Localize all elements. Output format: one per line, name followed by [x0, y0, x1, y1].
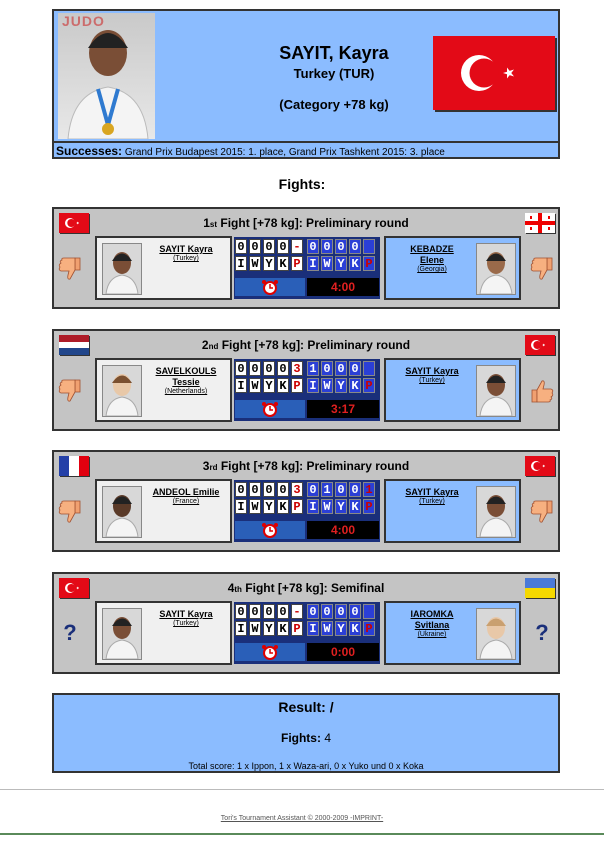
- blue-score-digit: 0: [349, 482, 361, 497]
- score-label: K: [277, 621, 289, 636]
- result-total-score: Total score: 1 x Ippon, 1 x Waza-ari, 0 x Yuko und 0 x Koka: [188, 761, 424, 771]
- score-label: P: [291, 256, 303, 271]
- white-score-digit: -: [291, 604, 303, 619]
- fighter-country: (Georgia): [417, 266, 447, 273]
- successes-line: [54, 141, 558, 157]
- flag-france-icon: [59, 456, 89, 476]
- blue-score-digit: 0: [321, 604, 333, 619]
- score-label: Y: [335, 499, 347, 514]
- athlete-country: Turkey (TUR): [293, 66, 375, 81]
- fighter-country: (Turkey): [419, 377, 445, 384]
- white-score-digit: 0: [277, 361, 289, 376]
- score-label: I: [307, 499, 319, 514]
- blue-score-digit: 0: [335, 361, 347, 376]
- blue-score-digit: 0: [321, 361, 333, 376]
- white-fighter-card[interactable]: [95, 601, 232, 665]
- flag-georgia-icon: [525, 213, 555, 233]
- score-label: I: [235, 378, 247, 393]
- flag-netherlands-icon: [59, 335, 89, 355]
- score-label: K: [349, 621, 361, 636]
- white-score-digit: -: [291, 239, 303, 254]
- blue-fighter-card[interactable]: [384, 358, 521, 422]
- score-label: I: [235, 256, 247, 271]
- footer-divider: [0, 789, 604, 790]
- footer: [0, 815, 604, 822]
- score-label: W: [321, 378, 333, 393]
- score-label: Y: [263, 256, 275, 271]
- white-score-digit: 3: [291, 482, 303, 497]
- score-label: W: [249, 378, 261, 393]
- white-score-digit: 0: [249, 604, 261, 619]
- white-score-digit: 0: [235, 604, 247, 619]
- flag-turkey-icon: [59, 213, 89, 233]
- fight-time: 4:00: [307, 521, 379, 539]
- fight-time: 3:17: [307, 400, 379, 418]
- blue-score-digit: 0: [349, 361, 361, 376]
- successes-label: Successes:: [56, 144, 123, 158]
- fighter-photo: [102, 243, 142, 295]
- score-label: K: [277, 499, 289, 514]
- fighter-name[interactable]: KEBADZE: [410, 244, 454, 254]
- score-label: K: [277, 256, 289, 271]
- fight-number: 3: [202, 459, 210, 473]
- fight-title: [54, 459, 558, 473]
- blue-score-digit: [363, 361, 375, 376]
- fighter-photo: [476, 243, 516, 295]
- fighter-photo: [102, 365, 142, 417]
- white-score-digit: 0: [249, 361, 261, 376]
- score-label: Y: [263, 378, 275, 393]
- fighter-name[interactable]: SAYIT Kayra: [405, 366, 459, 376]
- white-score-digit: 0: [235, 361, 247, 376]
- alarm-clock-icon: [235, 400, 305, 418]
- score-label: K: [277, 378, 289, 393]
- score-label: Y: [263, 499, 275, 514]
- scoreboard: [234, 480, 380, 542]
- score-label: W: [321, 499, 333, 514]
- fight-title-text: Fight [+78 kg]: Preliminary round: [220, 459, 410, 473]
- result-fights-label: Fights:: [280, 731, 321, 745]
- white-score-digit: 3: [291, 361, 303, 376]
- result-title: Result: /: [278, 699, 334, 715]
- fight-number: 4: [227, 581, 235, 595]
- score-label: I: [307, 256, 319, 271]
- thumbs-down-icon: [528, 255, 556, 288]
- score-label: P: [363, 621, 375, 636]
- score-label: K: [349, 499, 361, 514]
- result-fights: [54, 731, 558, 745]
- fight-title-text: Fight [+78 kg]: Preliminary round: [221, 338, 411, 352]
- score-label: W: [249, 499, 261, 514]
- clock-bar: [235, 278, 305, 296]
- fighter-name[interactable]: SAYIT Kayra: [405, 487, 459, 497]
- thumbs-down-icon: [56, 255, 84, 288]
- blue-fighter-card[interactable]: [384, 601, 521, 665]
- fighter-photo: [476, 365, 516, 417]
- blue-score-digit: 0: [307, 604, 319, 619]
- score-label: P: [291, 499, 303, 514]
- fight-panel-3: [52, 450, 560, 552]
- blue-score-digit: [363, 604, 375, 619]
- fights-heading: Fights:: [278, 176, 326, 192]
- fight-title: [54, 216, 558, 230]
- blue-score-digit: 0: [321, 239, 333, 254]
- white-score-digit: 0: [263, 239, 275, 254]
- fighter-firstname[interactable]: Svitlana: [414, 620, 450, 630]
- flag-turkey-icon: [59, 578, 89, 598]
- fighter-name[interactable]: SAVELKOULS: [155, 366, 217, 376]
- flag-turkey-icon: [525, 456, 555, 476]
- score-label: P: [363, 378, 375, 393]
- fight-number: 2: [201, 338, 209, 352]
- score-label: Y: [335, 256, 347, 271]
- fighter-country: (Netherlands): [164, 388, 208, 395]
- fighter-name[interactable]: SAYIT Kayra: [159, 244, 213, 254]
- thumbs-down-icon: [528, 498, 556, 531]
- fighter-country: (France): [172, 498, 200, 505]
- fight-panel-1: [52, 207, 560, 309]
- result-fights-count: 4: [324, 731, 332, 745]
- blue-score-digit: 1: [307, 361, 319, 376]
- blue-fighter-card[interactable]: [384, 236, 521, 300]
- score-label: Y: [335, 378, 347, 393]
- blue-score-digit: 0: [307, 239, 319, 254]
- blue-score-digit: 1: [363, 482, 375, 497]
- score-label: W: [249, 621, 261, 636]
- blue-score-digit: 0: [335, 604, 347, 619]
- result-panel: [52, 693, 560, 773]
- blue-score-digit: [363, 239, 375, 254]
- question-icon: ?: [535, 620, 549, 645]
- flag-turkey-icon: [433, 36, 555, 110]
- blue-fighter-card[interactable]: [384, 479, 521, 543]
- fighter-name[interactable]: SAYIT Kayra: [159, 609, 213, 619]
- fight-panel-2: [52, 329, 560, 431]
- white-score-digit: 0: [263, 482, 275, 497]
- scoreboard: [234, 237, 380, 299]
- score-label: W: [321, 256, 333, 271]
- fighter-firstname[interactable]: Tessie: [172, 377, 200, 387]
- score-label: W: [321, 621, 333, 636]
- blue-score-digit: 0: [335, 482, 347, 497]
- blue-score-digit: 1: [321, 482, 333, 497]
- alarm-clock-icon: [235, 521, 305, 539]
- fight-title: [54, 581, 558, 595]
- blue-score-digit: 0: [307, 482, 319, 497]
- score-label: I: [307, 378, 319, 393]
- successes-text: Grand Prix Budapest 2015: 1. place, Grand Prix Tashkent 2015: 3. place: [124, 147, 445, 158]
- scoreboard: [234, 602, 380, 664]
- flag-turkey-icon: [525, 335, 555, 355]
- fight-time: 0:00: [307, 643, 379, 661]
- score-label: P: [363, 499, 375, 514]
- fighter-country: (Ukraine): [417, 631, 447, 638]
- fight-title: [54, 338, 558, 352]
- fight-panel-4: [52, 572, 560, 674]
- fighter-photo: [102, 608, 142, 660]
- fighter-firstname[interactable]: Elene: [419, 255, 444, 265]
- fight-number: 1: [203, 216, 210, 230]
- fighter-name[interactable]: IAROMKA: [410, 609, 454, 619]
- question-icon: ?: [63, 620, 77, 645]
- blue-score-digit: 0: [349, 604, 361, 619]
- score-label: K: [349, 256, 361, 271]
- white-score-digit: 0: [235, 482, 247, 497]
- scoreboard: [234, 359, 380, 421]
- blue-score-digit: 0: [349, 239, 361, 254]
- score-label: P: [291, 621, 303, 636]
- fighter-name[interactable]: ANDEOL Emilie: [152, 487, 220, 497]
- fighter-country: (Turkey): [173, 255, 199, 262]
- white-fighter-card[interactable]: [95, 358, 232, 422]
- white-score-digit: 0: [263, 361, 275, 376]
- fight-ordinal: st: [209, 220, 218, 229]
- thumbs-up-icon: [528, 377, 556, 410]
- white-fighter-card[interactable]: [95, 236, 232, 300]
- fighter-country: (Turkey): [173, 620, 199, 627]
- white-score-digit: 0: [277, 482, 289, 497]
- fight-ordinal: rd: [209, 463, 218, 472]
- score-label: K: [349, 378, 361, 393]
- athlete-name: SAYIT, Kayra: [279, 43, 389, 63]
- score-label: I: [307, 621, 319, 636]
- white-score-digit: 0: [277, 604, 289, 619]
- white-score-digit: 0: [277, 239, 289, 254]
- score-label: I: [235, 621, 247, 636]
- footer-link[interactable]: Tori's Tournament Assistant © 2000-2009 -IMPRINT-: [220, 815, 384, 822]
- white-score-digit: 0: [249, 239, 261, 254]
- clock-bar: [235, 521, 305, 539]
- flag-ukraine-icon: [525, 578, 555, 598]
- fighter-photo: [102, 486, 142, 538]
- white-score-digit: 0: [249, 482, 261, 497]
- fighter-country: (Turkey): [419, 498, 445, 505]
- athlete-category: (Category +78 kg): [279, 97, 389, 112]
- fight-title-text: Fight [+78 kg]: Semifinal: [245, 581, 385, 595]
- clock-bar: [235, 400, 305, 418]
- athlete-header: [52, 9, 560, 159]
- alarm-clock-icon: [235, 643, 305, 661]
- score-label: P: [363, 256, 375, 271]
- fighter-photo: [476, 608, 516, 660]
- clock-bar: [235, 643, 305, 661]
- score-label: W: [249, 256, 261, 271]
- white-fighter-card[interactable]: [95, 479, 232, 543]
- white-score-digit: 0: [235, 239, 247, 254]
- score-label: Y: [335, 621, 347, 636]
- fighter-photo: [476, 486, 516, 538]
- footer-bottom-bar: [0, 833, 604, 835]
- alarm-clock-icon: [235, 278, 305, 296]
- blue-score-digit: 0: [335, 239, 347, 254]
- fight-time: 4:00: [307, 278, 379, 296]
- score-label: I: [235, 499, 247, 514]
- thumbs-down-icon: [56, 377, 84, 410]
- score-label: Y: [263, 621, 275, 636]
- white-score-digit: 0: [263, 604, 275, 619]
- fight-ordinal: th: [234, 585, 242, 594]
- fight-title-text: Fight [+78 kg]: Preliminary round: [220, 216, 409, 230]
- fight-ordinal: nd: [208, 342, 219, 351]
- thumbs-down-icon: [56, 498, 84, 531]
- score-label: P: [291, 378, 303, 393]
- athlete-photo: JUDO: [58, 13, 155, 139]
